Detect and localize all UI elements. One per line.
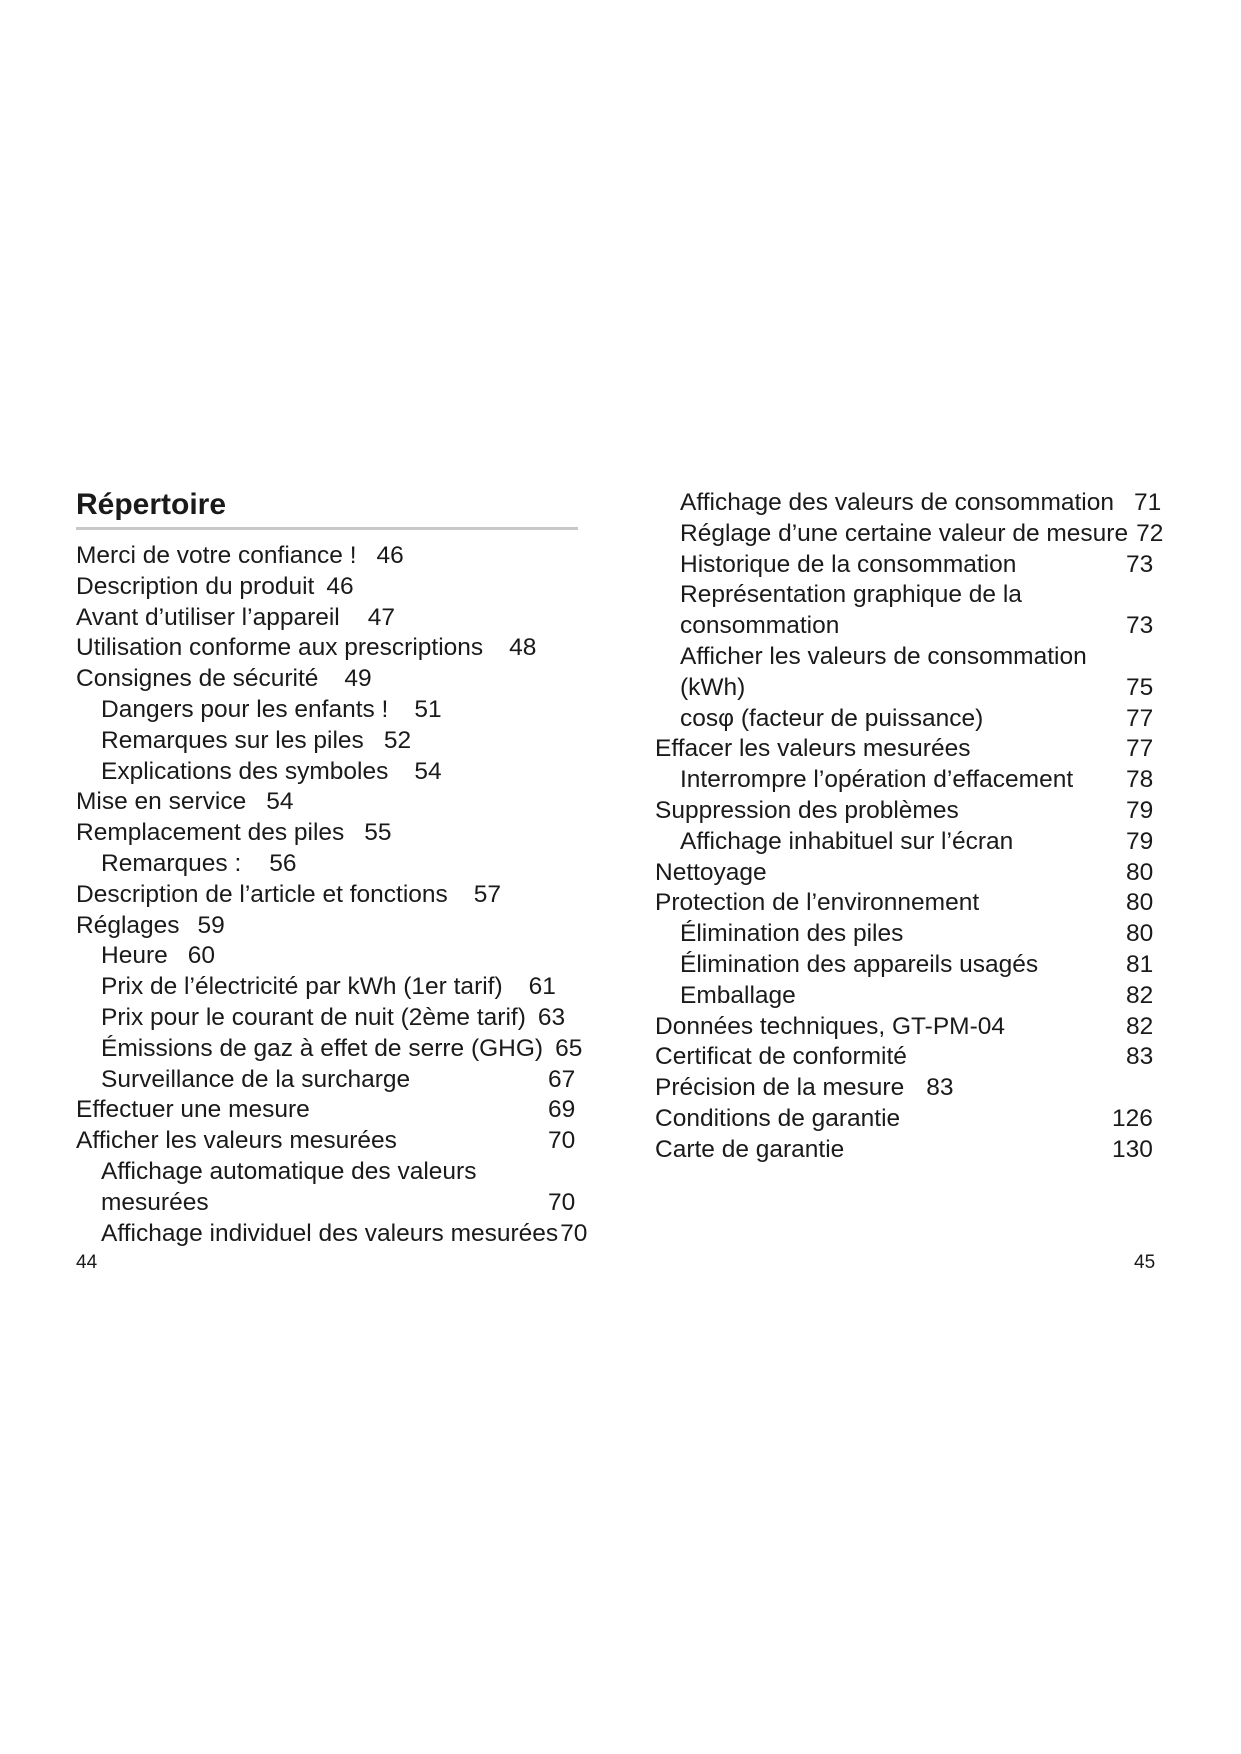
- toc-entry-label: Réglage d’une certaine valeur de mesure: [680, 519, 1129, 547]
- toc-entry-emissions-de-gaz-a-effet-de-serre-ghg: [101, 1033, 582, 1065]
- toc-entry-label: Suppression des problèmes: [655, 797, 959, 824]
- toc-entry-heure: [101, 940, 215, 972]
- toc-entry-merci-de-votre-confiance: [76, 540, 404, 572]
- toc-entry-page-number: 130: [1112, 1135, 1153, 1163]
- toc-entry-label: Avant d’utiliser l’appareil: [76, 603, 340, 631]
- toc-entry-page-number: 73: [1126, 612, 1154, 640]
- toc-entry-page-number: 55: [364, 819, 392, 847]
- toc-entry-label: Afficher les valeurs mesurées: [76, 1127, 397, 1155]
- toc-entry-page-number: 49: [344, 665, 372, 693]
- toc-entry-page-number: 60: [187, 942, 215, 970]
- toc-entry-page-number: 77: [1126, 704, 1154, 732]
- toc-entry-page-number: 70: [548, 1127, 576, 1155]
- toc-entry-label: Effacer les valeurs mesurées: [655, 735, 971, 763]
- toc-entry-reglages: [76, 910, 225, 942]
- toc-entry-label: Dangers pour les enfants !: [101, 696, 389, 723]
- toc-entry-page-number: 79: [1126, 797, 1154, 824]
- toc-entry-remarques-sur-les-piles: [101, 725, 411, 757]
- toc-entry-certificat-de-conformite: [655, 1041, 1154, 1073]
- toc-entry-page-number: 69: [548, 1096, 576, 1124]
- toc-entry-consignes-de-securite: [76, 663, 372, 695]
- toc-entry-page-number: 80: [1126, 920, 1154, 948]
- toc-entry-page-number: 79: [1126, 827, 1154, 855]
- toc-entry-label: Surveillance de la surcharge: [101, 1065, 411, 1093]
- toc-entry-dangers-pour-les-enfants: [101, 694, 442, 726]
- toc-entry-conditions-de-garantie: [655, 1103, 1153, 1135]
- toc-entry-affichage-des-valeurs-de-consommation: [680, 487, 1161, 519]
- toc-entry-page-number: 46: [376, 542, 404, 569]
- toc-entry-page-number: 77: [1126, 735, 1154, 763]
- toc-entry-label: Historique de la consommation: [680, 550, 1017, 578]
- toc-entry-label: Effectuer une mesure: [76, 1096, 310, 1124]
- toc-entry-page-number: 72: [1136, 519, 1164, 547]
- toc-entry-page-number: 46: [326, 572, 354, 600]
- toc-entry-mise-en-service: [76, 786, 293, 818]
- toc-entry-cos-facteur-de-puissance: [680, 703, 1154, 735]
- toc-entry-label: mesurées: [101, 1188, 209, 1216]
- toc-entry-page-number: 126: [1112, 1105, 1153, 1132]
- toc-entry-label: Merci de votre confiance !: [76, 542, 357, 569]
- toc-entry-page-number: 67: [548, 1065, 576, 1093]
- toc-entry-page-number: 82: [1126, 1012, 1154, 1040]
- toc-entry-label: Représentation graphique de la: [680, 581, 1022, 609]
- toc-entry-historique-de-la-consommation: [680, 549, 1154, 581]
- toc-entry-page-number: 54: [414, 757, 442, 785]
- toc-entry-page-number: 80: [1126, 889, 1154, 917]
- toc-entry-page-number: 81: [1126, 951, 1154, 978]
- toc-entry-label: Remarques :: [101, 850, 242, 877]
- toc-entry-nettoyage: [655, 857, 1154, 889]
- toc-entry-afficher-les-valeurs-de-consommation: [680, 641, 1087, 673]
- toc-entry-label: Affichage individuel des valeurs mesurées: [101, 1219, 559, 1247]
- toc-entry-page-number: 83: [926, 1074, 954, 1102]
- toc-entry-elimination-des-piles: [680, 918, 1154, 950]
- toc-entry-carte-de-garantie: [655, 1134, 1153, 1166]
- toc-entry-remplacement-des-piles: [76, 817, 392, 849]
- page-number-left: 44: [76, 1252, 98, 1273]
- toc-entry-precision-de-la-mesure: [655, 1072, 953, 1104]
- toc-entry-mesurees: [101, 1187, 576, 1219]
- toc-entry-surveillance-de-la-surcharge: [101, 1064, 576, 1096]
- toc-entry-page-number: 75: [1126, 673, 1154, 701]
- toc-heading: Répertoire: [76, 488, 227, 521]
- toc-entry-label: consommation: [680, 612, 840, 640]
- heading-underline: [76, 527, 578, 530]
- toc-entry-affichage-automatique-des-valeurs: [101, 1156, 476, 1188]
- toc-entry-label: Heure: [101, 942, 168, 970]
- toc-entry-page-number: 57: [473, 880, 502, 908]
- toc-entry-page-number: 54: [266, 788, 294, 816]
- toc-entry-label: Prix pour le courant de nuit (2ème tarif): [101, 1004, 526, 1031]
- toc-entry-protection-de-l-environnement: [655, 887, 1154, 919]
- toc-entry-representation-graphique-de-la: [680, 579, 1022, 611]
- toc-entry-page-number: 83: [1126, 1043, 1154, 1071]
- toc-entry-page-number: 51: [414, 696, 442, 723]
- toc-entry-label: Description de l’article et fonctions: [76, 880, 448, 908]
- toc-entry-page-number: 48: [509, 634, 537, 662]
- toc-entry-page-number: 61: [528, 973, 556, 1001]
- toc-entry-label: Remarques sur les piles: [101, 726, 364, 754]
- toc-entry-label: (kWh): [680, 673, 746, 701]
- toc-entry-label: Description du produit: [76, 572, 315, 600]
- toc-entry-afficher-les-valeurs-mesurees: [76, 1125, 576, 1157]
- toc-entry-page-number: 63: [537, 1004, 566, 1031]
- toc-entry-label: Interrompre l’opération d’effacement: [680, 766, 1074, 794]
- toc-entry-description-du-produit: [76, 571, 354, 603]
- toc-entry-label: Affichage inhabituel sur l’écran: [680, 827, 1014, 855]
- toc-entry-label: Protection de l’environnement: [655, 889, 980, 917]
- toc-entry-suppression-des-problemes: [655, 795, 1154, 827]
- toc-entry-kwh: [680, 672, 1154, 704]
- toc-entry-description-de-l-article-et-fonctions: [76, 879, 501, 911]
- toc-entry-label: Prix de l’électricité par kWh (1er tarif): [101, 973, 503, 1001]
- toc-entry-page-number: 70: [548, 1188, 576, 1216]
- toc-entry-remarques: [101, 848, 297, 880]
- toc-entry-label: cosφ (facteur de puissance): [680, 704, 984, 732]
- toc-entry-page-number: 82: [1126, 981, 1154, 1009]
- toc-entry-label: Nettoyage: [655, 858, 767, 886]
- toc-entry-affichage-individuel-des-valeurs-mesurees: [101, 1218, 587, 1250]
- toc-entry-page-number: 71: [1134, 489, 1162, 516]
- toc-entry-label: Affichage automatique des valeurs: [101, 1158, 477, 1185]
- toc-entry-label: Conditions de garantie: [655, 1105, 901, 1132]
- toc-entry-page-number: 56: [269, 850, 297, 877]
- toc-entry-label: Remplacement des piles: [76, 819, 345, 847]
- toc-entry-label: Mise en service: [76, 788, 247, 816]
- toc-entry-consommation: [680, 610, 1154, 642]
- toc-entry-label: Consignes de sécurité: [76, 665, 319, 693]
- page-number-right: 45: [1134, 1252, 1156, 1273]
- toc-entry-interrompre-l-operation-d-effacement: [680, 764, 1154, 796]
- toc-entry-label: Emballage: [680, 981, 796, 1009]
- toc-entry-reglage-d-une-certaine-valeur-de-mesure: [680, 518, 1163, 550]
- toc-entry-donnees-techniques-gt-pm-04: [655, 1011, 1154, 1043]
- toc-entry-elimination-des-appareils-usages: [680, 949, 1154, 981]
- toc-entry-page-number: 59: [197, 911, 225, 939]
- toc-entry-page-number: 47: [367, 603, 396, 631]
- toc-entry-page-number: 73: [1126, 550, 1154, 578]
- toc-entry-page-number: 52: [383, 726, 412, 754]
- toc-entry-page-number: 70: [560, 1219, 588, 1247]
- toc-entry-label: Explications des symboles: [101, 757, 389, 785]
- toc-entry-label: Utilisation conforme aux prescriptions: [76, 634, 484, 662]
- toc-entry-label: Élimination des piles: [680, 920, 904, 948]
- toc-entry-label: Certificat de conformité: [655, 1043, 907, 1071]
- toc-entry-label: Affichage des valeurs de consommation: [680, 489, 1114, 516]
- toc-entry-prix-de-l-electricite-par-kwh-1er-tarif: [101, 971, 556, 1003]
- toc-entry-label: Afficher les valeurs de consommation: [680, 643, 1087, 670]
- toc-entry-affichage-inhabituel-sur-l-ecran: [680, 826, 1154, 858]
- toc-entry-label: Précision de la mesure: [655, 1074, 905, 1102]
- toc-entry-page-number: 65: [555, 1034, 583, 1062]
- toc-entry-utilisation-conforme-aux-prescriptions: [76, 632, 536, 664]
- toc-entry-label: Carte de garantie: [655, 1135, 845, 1163]
- toc-entry-label: Réglages: [76, 911, 180, 939]
- toc-entry-avant-d-utiliser-l-appareil: [76, 602, 395, 634]
- toc-entry-effectuer-une-mesure: [76, 1094, 576, 1126]
- toc-entry-label: Émissions de gaz à effet de serre (GHG): [101, 1034, 544, 1062]
- toc-entry-emballage: [680, 980, 1154, 1012]
- toc-entry-label: Données techniques, GT-PM-04: [655, 1012, 1005, 1040]
- toc-entry-prix-pour-le-courant-de-nuit-2eme-tarif: [101, 1002, 565, 1034]
- toc-entry-label: Élimination des appareils usagés: [680, 951, 1039, 978]
- toc-entry-page-number: 80: [1126, 858, 1154, 886]
- toc-entry-page-number: 78: [1126, 766, 1154, 794]
- toc-entry-explications-des-symboles: [101, 756, 442, 788]
- toc-entry-effacer-les-valeurs-mesurees: [655, 733, 1154, 765]
